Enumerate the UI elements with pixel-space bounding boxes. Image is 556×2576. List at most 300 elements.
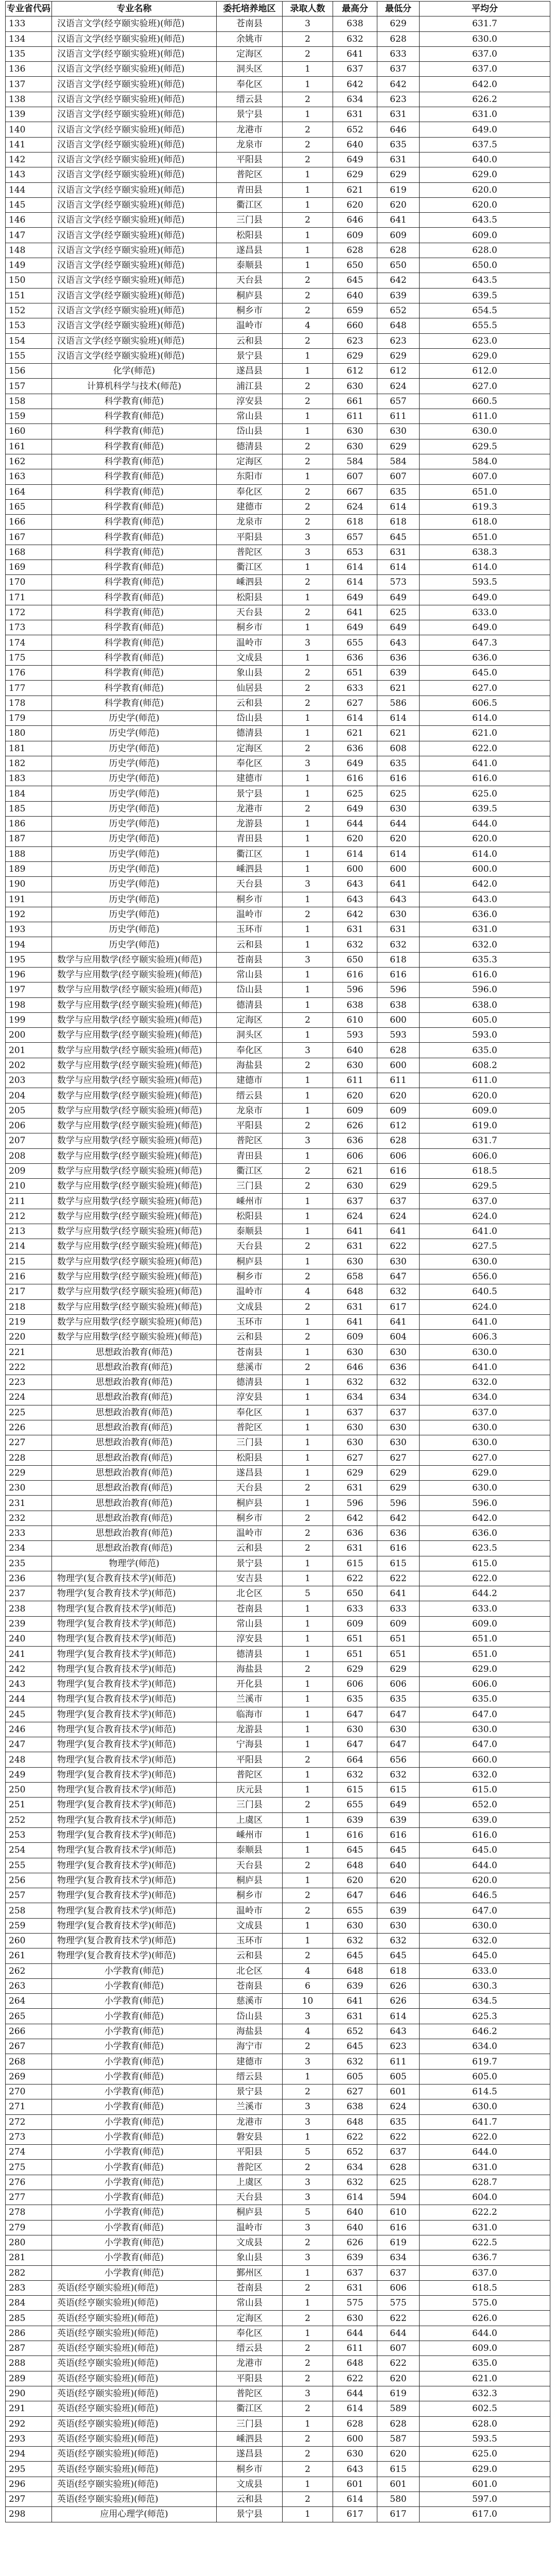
admitted-count-cell: 2: [283, 2084, 333, 2099]
max-score-cell: 620: [333, 197, 377, 212]
region-cell: 兰溪市: [217, 2099, 283, 2114]
table-row: [6, 1812, 550, 1827]
table-row: [6, 364, 550, 379]
table-row: [6, 877, 550, 892]
region-cell: 龙港市: [217, 2114, 283, 2129]
avg-score-cell: 660.5: [420, 394, 550, 409]
avg-score-cell: 647.3: [420, 635, 550, 650]
min-score-cell: 644: [377, 817, 420, 832]
avg-score-cell: 593.5: [420, 2431, 550, 2446]
region-cell: 温岭市: [217, 635, 283, 650]
region-cell: 天台县: [217, 2190, 283, 2205]
admitted-count-cell: 1: [283, 817, 333, 832]
major-name-cell: 物理学(复合教育技术学)(师范): [52, 1752, 217, 1767]
table-row: [6, 635, 550, 650]
admitted-count-cell: 3: [283, 16, 333, 31]
table-row: [6, 1375, 550, 1390]
admitted-count-cell: 1: [283, 786, 333, 801]
avg-score-cell: 639.5: [420, 288, 550, 303]
major-name-cell: 思想政治教育(师范): [52, 1541, 217, 1556]
table-row: [6, 1073, 550, 1088]
max-score-cell: 643: [333, 877, 377, 892]
major-name-cell: 物理学(复合教育技术学)(师范): [52, 1843, 217, 1858]
admitted-count-cell: 2: [283, 696, 333, 710]
region-cell: 遂昌县: [217, 364, 283, 379]
major-name-cell: 数学与应用数学(经亨颐实验班)(师范): [52, 1028, 217, 1043]
avg-score-cell: 635.0: [420, 2356, 550, 2371]
major-name-cell: 英语(经亨颐实验班)(师范): [52, 2341, 217, 2356]
admitted-count-cell: 1: [283, 1783, 333, 1798]
table-row: [6, 1676, 550, 1691]
major-name-cell: 数学与应用数学(经亨颐实验班)(师范): [52, 1118, 217, 1133]
major-name-cell: 思想政治教育(师范): [52, 1420, 217, 1435]
major-code-cell: 200: [6, 1028, 52, 1043]
region-cell: 常山县: [217, 409, 283, 424]
table-row: [6, 303, 550, 318]
avg-score-cell: 637.0: [420, 1405, 550, 1420]
admitted-count-cell: 2: [283, 394, 333, 409]
max-score-cell: 627: [333, 2084, 377, 2099]
major-code-cell: 257: [6, 1888, 52, 1903]
admitted-count-cell: 2: [283, 2356, 333, 2371]
table-header-row: [6, 2, 550, 16]
avg-score-cell: 638.0: [420, 997, 550, 1012]
min-score-cell: 641: [377, 1586, 420, 1601]
table-row: [6, 530, 550, 545]
admitted-count-cell: 5: [283, 1586, 333, 1601]
region-cell: 三门县: [217, 1798, 283, 1812]
admitted-count-cell: 2: [283, 1360, 333, 1375]
max-score-cell: 609: [333, 1330, 377, 1345]
major-name-cell: 小学教育(师范): [52, 2099, 217, 2114]
major-name-cell: 小学教育(师范): [52, 1978, 217, 1993]
major-name-cell: 思想政治教育(师范): [52, 1496, 217, 1511]
max-score-cell: 630: [333, 1254, 377, 1269]
max-score-cell: 617: [333, 2507, 377, 2522]
major-name-cell: 汉语言文学(经亨颐实验班)(师范): [52, 152, 217, 167]
avg-score-cell: 650.0: [420, 258, 550, 273]
major-name-cell: 科学教育(师范): [52, 575, 217, 590]
major-name-cell: 历史学(师范): [52, 832, 217, 846]
region-cell: 洞头区: [217, 62, 283, 77]
admitted-count-cell: 2: [283, 46, 333, 61]
major-code-cell: 256: [6, 1873, 52, 1888]
max-score-cell: 636: [333, 741, 377, 756]
min-score-cell: 586: [377, 696, 420, 710]
region-cell: 三门县: [217, 2416, 283, 2431]
avg-score-cell: 644.0: [420, 1858, 550, 1873]
table-row: [6, 2069, 550, 2084]
major-name-cell: 历史学(师范): [52, 801, 217, 816]
admitted-count-cell: 1: [283, 1435, 333, 1450]
avg-score-cell: 631.0: [420, 2160, 550, 2175]
admitted-count-cell: 1: [283, 77, 333, 92]
admitted-count-cell: 2: [283, 499, 333, 514]
admitted-count-cell: 2: [283, 2431, 333, 2446]
avg-score-cell: 609.0: [420, 228, 550, 243]
admitted-count-cell: 1: [283, 1103, 333, 1118]
min-score-cell: 629: [377, 1481, 420, 1496]
max-score-cell: 630: [333, 439, 377, 454]
admitted-count-cell: 1: [283, 167, 333, 182]
major-code-cell: 247: [6, 1737, 52, 1752]
min-score-cell: 627: [377, 1450, 420, 1465]
table-row: [6, 499, 550, 514]
major-name-cell: 思想政治教育(师范): [52, 1405, 217, 1420]
admitted-count-cell: 2: [283, 1012, 333, 1027]
max-score-cell: 633: [333, 681, 377, 696]
table-row: [6, 741, 550, 756]
table-row: [6, 1269, 550, 1284]
region-cell: 平阳县: [217, 530, 283, 545]
admitted-count-cell: 2: [283, 681, 333, 696]
admitted-count-cell: 2: [283, 137, 333, 152]
avg-score-cell: 631.0: [420, 2220, 550, 2235]
max-score-cell: 621: [333, 182, 377, 197]
region-cell: 磐安县: [217, 2129, 283, 2144]
major-name-cell: 汉语言文学(经亨颐实验班)(师范): [52, 228, 217, 243]
region-cell: 桐庐县: [217, 1496, 283, 1511]
max-score-cell: 648: [333, 1284, 377, 1299]
table-body: [6, 16, 550, 2522]
table-row: [6, 1345, 550, 1360]
table-row: [6, 77, 550, 92]
major-code-cell: 238: [6, 1601, 52, 1616]
major-code-cell: 211: [6, 1194, 52, 1209]
major-code-cell: 216: [6, 1269, 52, 1284]
avg-score-cell: 640.5: [420, 1284, 550, 1299]
admitted-count-cell: 2: [283, 1330, 333, 1345]
major-code-cell: 296: [6, 2477, 52, 2492]
table-row: [6, 288, 550, 303]
major-name-cell: 科学教育(师范): [52, 515, 217, 530]
max-score-cell: 642: [333, 77, 377, 92]
major-code-cell: 140: [6, 122, 52, 137]
avg-score-cell: 642.0: [420, 77, 550, 92]
min-score-cell: 649: [377, 620, 420, 635]
major-code-cell: 160: [6, 424, 52, 439]
admitted-count-cell: 2: [283, 122, 333, 137]
admitted-count-cell: 1: [283, 650, 333, 665]
avg-score-cell: 597.0: [420, 2492, 550, 2506]
max-score-cell: 614: [333, 2190, 377, 2205]
major-code-cell: 173: [6, 620, 52, 635]
major-name-cell: 物理学(师范): [52, 1556, 217, 1571]
table-row: [6, 16, 550, 31]
major-code-cell: 186: [6, 817, 52, 832]
max-score-cell: 607: [333, 469, 377, 484]
avg-score-cell: 628.7: [420, 2175, 550, 2190]
major-code-cell: 221: [6, 1345, 52, 1360]
avg-score-cell: 637.0: [420, 46, 550, 61]
max-score-cell: 638: [333, 997, 377, 1012]
major-name-cell: 历史学(师范): [52, 937, 217, 952]
major-code-cell: 195: [6, 952, 52, 967]
admitted-count-cell: 1: [283, 2296, 333, 2311]
admitted-count-cell: 1: [283, 424, 333, 439]
avg-score-cell: 620.0: [420, 832, 550, 846]
table-row: [6, 2114, 550, 2129]
major-code-cell: 139: [6, 107, 52, 122]
region-cell: 龙港市: [217, 2356, 283, 2371]
avg-score-cell: 645.0: [420, 666, 550, 681]
major-name-cell: 小学教育(师范): [52, 2220, 217, 2235]
avg-score-cell: 630.0: [420, 1918, 550, 1933]
max-score-cell: 628: [333, 243, 377, 258]
max-score-cell: 647: [333, 1737, 377, 1752]
avg-score-cell: 627.0: [420, 1450, 550, 1465]
max-score-cell: 642: [333, 1511, 377, 1526]
min-score-cell: 619: [377, 2235, 420, 2250]
avg-score-cell: 638.3: [420, 545, 550, 560]
region-cell: 缙云县: [217, 92, 283, 107]
major-code-cell: 176: [6, 666, 52, 681]
table-row: [6, 1088, 550, 1103]
region-cell: 建德市: [217, 1073, 283, 1088]
table-row: [6, 2084, 550, 2099]
admitted-count-cell: 2: [283, 31, 333, 46]
table-row: [6, 756, 550, 771]
min-score-cell: 632: [377, 1375, 420, 1390]
avg-score-cell: 606.0: [420, 1676, 550, 1691]
major-code-cell: 283: [6, 2280, 52, 2295]
major-code-cell: 214: [6, 1239, 52, 1254]
table-row: [6, 1948, 550, 1963]
table-row: [6, 122, 550, 137]
region-cell: 泰顺县: [217, 258, 283, 273]
avg-score-cell: 647.0: [420, 1707, 550, 1722]
major-code-cell: 284: [6, 2296, 52, 2311]
major-name-cell: 物理学(复合教育技术学)(师范): [52, 1827, 217, 1842]
major-code-cell: 223: [6, 1375, 52, 1390]
admitted-count-cell: 1: [283, 1873, 333, 1888]
region-cell: 天台县: [217, 273, 283, 288]
min-score-cell: 630: [377, 424, 420, 439]
max-score-cell: 611: [333, 409, 377, 424]
avg-score-cell: 645.0: [420, 1948, 550, 1963]
max-score-cell: 632: [333, 937, 377, 952]
major-code-cell: 220: [6, 1330, 52, 1345]
table-row: [6, 424, 550, 439]
min-score-cell: 626: [377, 1994, 420, 2009]
min-score-cell: 607: [377, 469, 420, 484]
max-score-cell: 639: [333, 1812, 377, 1827]
min-score-cell: 641: [377, 1314, 420, 1329]
table-row: [6, 997, 550, 1012]
admitted-count-cell: 2: [283, 2039, 333, 2054]
region-cell: 玉环市: [217, 1314, 283, 1329]
min-score-cell: 625: [377, 605, 420, 620]
admitted-count-cell: 1: [283, 726, 333, 741]
region-cell: 兰溪市: [217, 1692, 283, 1707]
max-score-cell: 647: [333, 1888, 377, 1903]
avg-score-cell: 654.5: [420, 303, 550, 318]
region-cell: 平阳县: [217, 152, 283, 167]
major-code-cell: 241: [6, 1647, 52, 1662]
min-score-cell: 616: [377, 968, 420, 982]
table-row: [6, 469, 550, 484]
region-cell: 天台县: [217, 1481, 283, 1496]
max-score-cell: 622: [333, 2129, 377, 2144]
major-name-cell: 思想政治教育(师范): [52, 1390, 217, 1405]
major-code-cell: 289: [6, 2371, 52, 2386]
major-name-cell: 数学与应用数学(经亨颐实验班)(师范): [52, 1012, 217, 1027]
major-code-cell: 277: [6, 2190, 52, 2205]
max-score-cell: 646: [333, 1360, 377, 1375]
admitted-count-cell: 2: [283, 1269, 333, 1284]
region-cell: 慈溪市: [217, 1360, 283, 1375]
region-cell: 奉化区: [217, 77, 283, 92]
admitted-count-cell: 1: [283, 1088, 333, 1103]
min-score-cell: 612: [377, 364, 420, 379]
region-cell: 平阳县: [217, 1118, 283, 1133]
region-cell: 龙泉市: [217, 1103, 283, 1118]
min-score-cell: 605: [377, 2069, 420, 2084]
min-score-cell: 642: [377, 1511, 420, 1526]
table-row: [6, 2507, 550, 2522]
max-score-cell: 630: [333, 1345, 377, 1360]
major-code-cell: 189: [6, 861, 52, 876]
table-row: [6, 1360, 550, 1375]
major-name-cell: 英语(经亨颐实验班)(师范): [52, 2280, 217, 2295]
major-code-cell: 209: [6, 1163, 52, 1178]
major-code-cell: 252: [6, 1812, 52, 1827]
header-avg-score: 平均分: [420, 2, 550, 16]
table-row: [6, 273, 550, 288]
major-code-cell: 290: [6, 2386, 52, 2401]
avg-score-cell: 614.0: [420, 560, 550, 574]
table-row: [6, 2401, 550, 2416]
max-score-cell: 640: [333, 2220, 377, 2235]
admitted-count-cell: 2: [283, 1948, 333, 1963]
table-row: [6, 2477, 550, 2492]
region-cell: 普陀区: [217, 2386, 283, 2401]
admitted-count-cell: 4: [283, 2024, 333, 2039]
region-cell: 温岭市: [217, 1526, 283, 1540]
max-score-cell: 631: [333, 2280, 377, 2295]
min-score-cell: 630: [377, 801, 420, 816]
max-score-cell: 651: [333, 666, 377, 681]
region-cell: 景宁县: [217, 786, 283, 801]
major-code-cell: 237: [6, 1586, 52, 1601]
region-cell: 三门县: [217, 213, 283, 228]
region-cell: 上虞区: [217, 1812, 283, 1827]
major-name-cell: 汉语言文学(经亨颐实验班)(师范): [52, 348, 217, 363]
table-row: [6, 409, 550, 424]
region-cell: 普陀区: [217, 545, 283, 560]
max-score-cell: 631: [333, 922, 377, 937]
region-cell: 三门县: [217, 1435, 283, 1450]
admitted-count-cell: 2: [283, 1179, 333, 1194]
max-score-cell: 648: [333, 2356, 377, 2371]
major-code-cell: 222: [6, 1360, 52, 1375]
table-row: [6, 454, 550, 469]
max-score-cell: 622: [333, 1571, 377, 1586]
min-score-cell: 628: [377, 1043, 420, 1058]
admitted-count-cell: 1: [283, 1934, 333, 1948]
major-code-cell: 136: [6, 62, 52, 77]
region-cell: 北仑区: [217, 1963, 283, 1978]
region-cell: 桐庐县: [217, 1254, 283, 1269]
avg-score-cell: 637.0: [420, 2265, 550, 2280]
region-cell: 普陀区: [217, 1767, 283, 1782]
major-name-cell: 科学教育(师范): [52, 394, 217, 409]
avg-score-cell: 631.0: [420, 922, 550, 937]
admitted-count-cell: 2: [283, 2235, 333, 2250]
avg-score-cell: 616.0: [420, 1827, 550, 1842]
min-score-cell: 651: [377, 1632, 420, 1647]
max-score-cell: 627: [333, 1450, 377, 1465]
region-cell: 天台县: [217, 1858, 283, 1873]
min-score-cell: 629: [377, 1179, 420, 1194]
table-row: [6, 515, 550, 530]
avg-score-cell: 630.0: [420, 1345, 550, 1360]
major-code-cell: 164: [6, 484, 52, 499]
major-name-cell: 小学教育(师范): [52, 2054, 217, 2069]
max-score-cell: 638: [333, 2099, 377, 2114]
admitted-count-cell: 2: [283, 1798, 333, 1812]
max-score-cell: 606: [333, 1676, 377, 1691]
header-max-score: 最高分: [333, 2, 377, 16]
admitted-count-cell: 1: [283, 2416, 333, 2431]
min-score-cell: 600: [377, 861, 420, 876]
major-code-cell: 198: [6, 997, 52, 1012]
min-score-cell: 624: [377, 379, 420, 394]
major-code-cell: 153: [6, 318, 52, 333]
major-name-cell: 汉语言文学(经亨颐实验班)(师范): [52, 122, 217, 137]
region-cell: 仙居县: [217, 681, 283, 696]
major-name-cell: 历史学(师范): [52, 892, 217, 907]
admitted-count-cell: 2: [283, 2447, 333, 2462]
region-cell: 桐庐县: [217, 2205, 283, 2220]
region-cell: 普陀区: [217, 1420, 283, 1435]
table-row: [6, 1994, 550, 2009]
region-cell: 缙云县: [217, 2069, 283, 2084]
min-score-cell: 645: [377, 530, 420, 545]
admitted-count-cell: 3: [283, 2099, 333, 2114]
min-score-cell: 630: [377, 1918, 420, 1933]
admitted-count-cell: 1: [283, 258, 333, 273]
major-name-cell: 数学与应用数学(经亨颐实验班)(师范): [52, 968, 217, 982]
major-code-cell: 297: [6, 2492, 52, 2506]
region-cell: 玉环市: [217, 1934, 283, 1948]
admitted-count-cell: 1: [283, 1375, 333, 1390]
table-row: [6, 1601, 550, 1616]
table-row: [6, 696, 550, 710]
major-code-cell: 146: [6, 213, 52, 228]
major-code-cell: 167: [6, 530, 52, 545]
region-cell: 景宁县: [217, 348, 283, 363]
major-name-cell: 科学教育(师范): [52, 635, 217, 650]
avg-score-cell: 660.0: [420, 1752, 550, 1767]
min-score-cell: 609: [377, 1103, 420, 1118]
min-score-cell: 637: [377, 2265, 420, 2280]
min-score-cell: 643: [377, 2024, 420, 2039]
major-code-cell: 250: [6, 1783, 52, 1798]
major-name-cell: 物理学(复合教育技术学)(师范): [52, 1647, 217, 1662]
avg-score-cell: 622.2: [420, 2205, 550, 2220]
major-code-cell: 197: [6, 982, 52, 997]
region-cell: 苍南县: [217, 2280, 283, 2295]
major-name-cell: 物理学(复合教育技术学)(师范): [52, 1873, 217, 1888]
avg-score-cell: 629.0: [420, 1662, 550, 1676]
max-score-cell: 631: [333, 107, 377, 122]
max-score-cell: 636: [333, 1133, 377, 1148]
avg-score-cell: 644.0: [420, 817, 550, 832]
table-row: [6, 1284, 550, 1299]
admitted-count-cell: 2: [283, 1903, 333, 1918]
region-cell: 奉化区: [217, 756, 283, 771]
